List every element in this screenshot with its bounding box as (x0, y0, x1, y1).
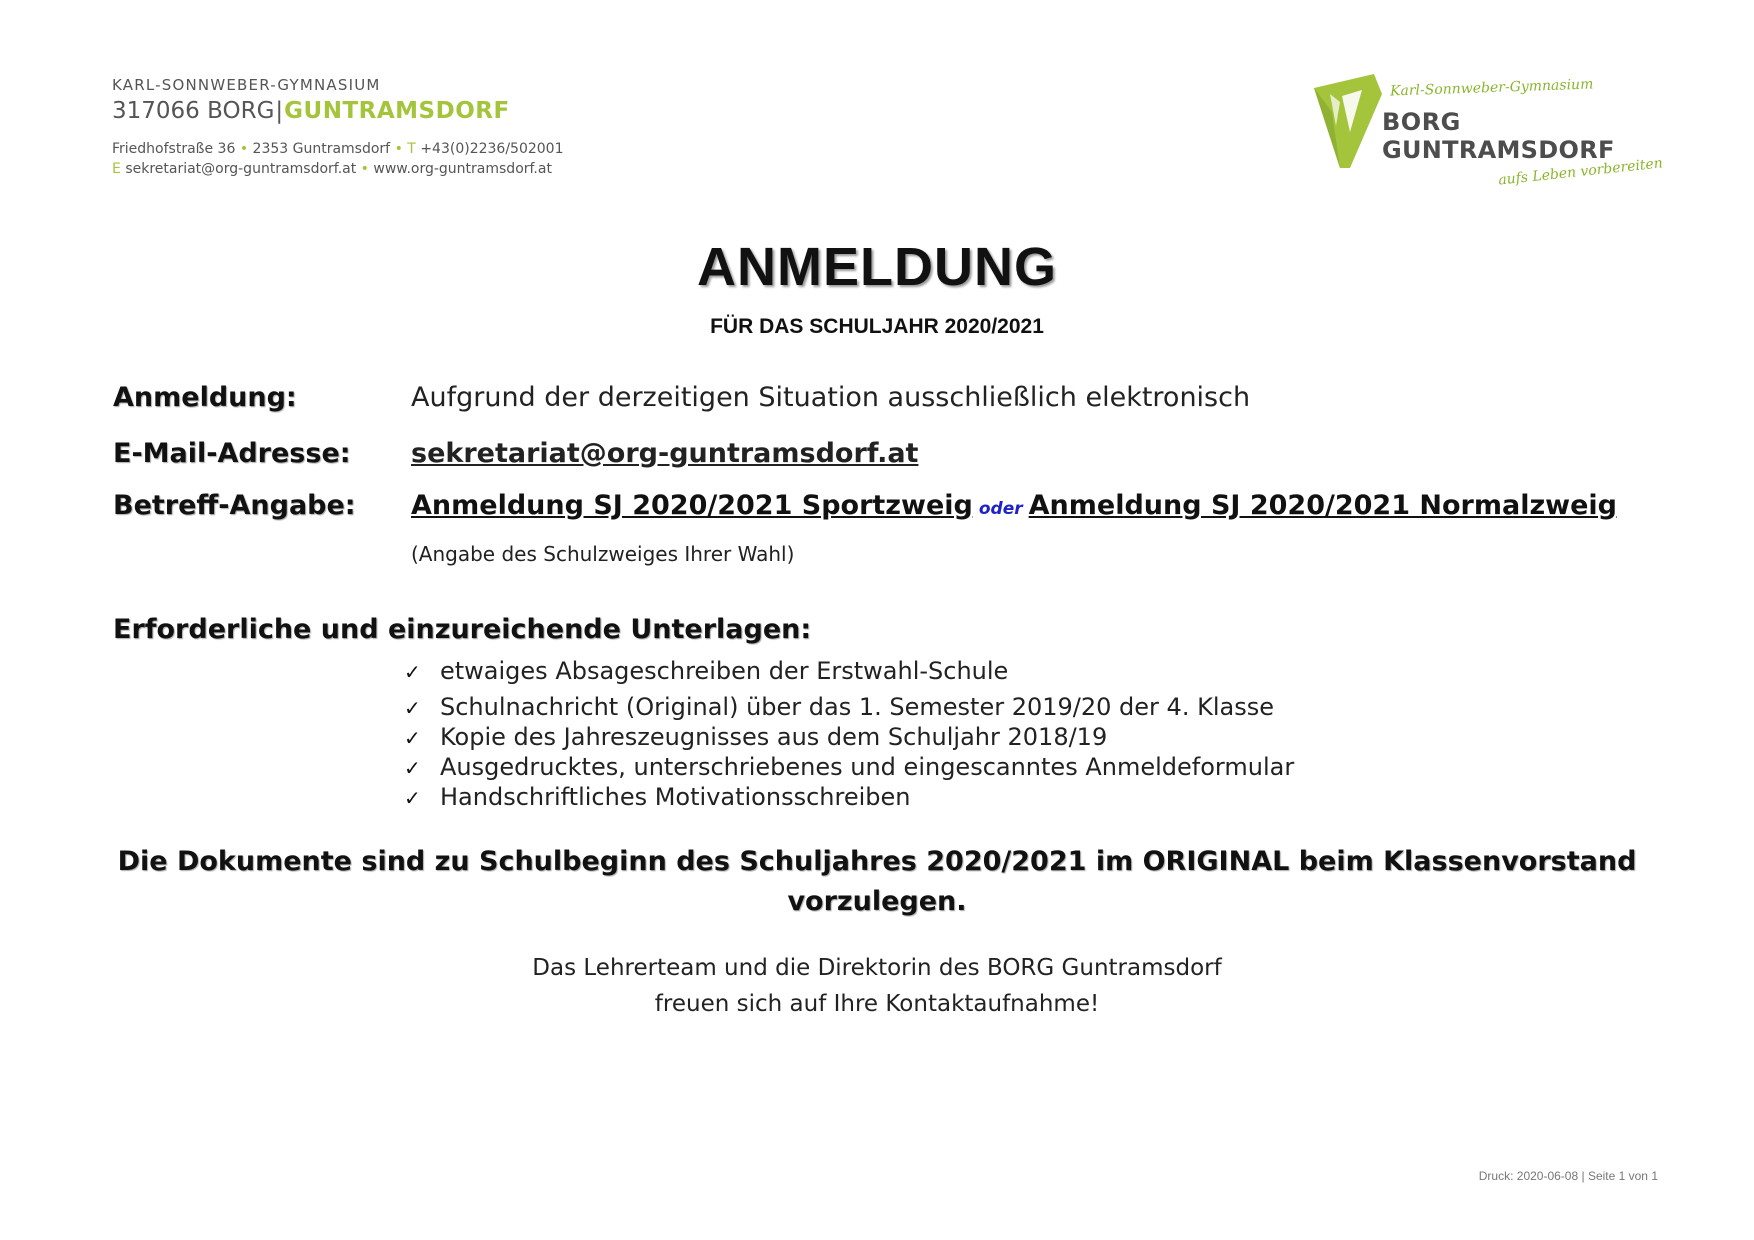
letterhead-website[interactable]: www.org-guntramsdorf.at (373, 161, 552, 177)
check-icon: ✓ (404, 726, 421, 750)
letterhead-school-town: GUNTRAMSDORF (284, 98, 510, 124)
list-item-text: etwaiges Absageschreiben der Erstwahl-Schule (440, 657, 1009, 685)
letterhead-phone: +43(0)2236/502001 (420, 141, 564, 157)
anmeldung-value: Aufgrund der derzeitigen Situation ausschließlich elektronisch (411, 382, 1251, 413)
page-subtitle: FÜR DAS SCHULJAHR 2020/2021 (710, 315, 1044, 338)
betreff-value (411, 490, 1617, 521)
check-icon: ✓ (404, 696, 421, 720)
list-item (404, 722, 1107, 752)
logo-slogan: aufs Leben vorbereiten (1497, 155, 1664, 189)
list-item-text: Schulnachricht (Original) über das 1. Semester 2019/20 der 4. Klasse (440, 693, 1274, 721)
letterhead (112, 76, 672, 179)
letterhead-postal: 2353 Guntramsdorf (252, 141, 391, 157)
page-title: ANMELDUNG (697, 237, 1057, 297)
letterhead-contact-line (112, 159, 672, 179)
betreff-or: oder (978, 499, 1023, 519)
anmeldung-label: Anmeldung: (113, 382, 297, 413)
print-footer: Druck: 2020-06-08 | Seite 1 von 1 (1478, 1169, 1658, 1183)
letterhead-school-number: 317066 BORG (112, 98, 275, 124)
logo-line-guntramsdorf: GUNTRAMSDORF (1382, 136, 1615, 164)
list-item (404, 782, 910, 812)
email-label: E-Mail-Adresse: (113, 438, 351, 469)
check-icon: ✓ (404, 786, 421, 810)
closing-text (0, 950, 1754, 1022)
closing-line-1: Das Lehrerteam und die Direktorin des BORG Guntramsdorf (532, 955, 1222, 981)
letterhead-address-line (112, 139, 672, 159)
check-icon: ✓ (404, 756, 421, 780)
betreff-label: Betreff-Angabe: (113, 490, 356, 521)
letterhead-separator: | (275, 98, 284, 124)
letterhead-bullet-1: • (239, 141, 249, 157)
list-item (404, 692, 1274, 722)
documents-heading: Erforderliche und einzureichende Unterlagen: (113, 614, 812, 645)
betreff-option-sportzweig: Anmeldung SJ 2020/2021 Sportzweig (411, 490, 973, 521)
notice-line-1: Die Dokumente sind zu Schulbeginn des Schuljahres 2020/2021 im ORIGINAL beim Klassenvorstand (117, 846, 1637, 877)
list-item (404, 656, 1008, 686)
letterhead-email-prefix: E (112, 161, 121, 177)
check-icon: ✓ (404, 660, 421, 684)
betreff-note: (Angabe des Schulzweiges Ihrer Wahl) (411, 542, 795, 566)
list-item-text: Handschriftliches Motivationsschreiben (440, 783, 911, 811)
letterhead-address: Friedhofstraße 36 (112, 141, 236, 157)
logo-line-borg: BORG (1382, 108, 1461, 136)
letterhead-phone-prefix: T (407, 141, 416, 157)
list-item-text: Ausgedrucktes, unterschriebenes und eingescanntes Anmeldeformular (440, 753, 1295, 781)
letterhead-bullet-3: • (360, 161, 369, 177)
original-documents-notice (0, 842, 1754, 922)
logo-mark-icon (1310, 72, 1390, 172)
letterhead-bullet-2: • (394, 141, 403, 157)
closing-line-2: freuen sich auf Ihre Kontaktaufnahme! (654, 991, 1100, 1017)
notice-line-2: vorzulegen. (787, 886, 967, 917)
letterhead-gymnasium: KARL-SONNWEBER-GYMNASIUM (112, 76, 381, 94)
list-item-text: Kopie des Jahreszeugnisses aus dem Schuljahr 2018/19 (440, 723, 1108, 751)
logo-script-top: Karl-Sonnweber-Gymnasium (1389, 76, 1594, 100)
email-link[interactable]: sekretariat@org-guntramsdorf.at (411, 438, 919, 469)
list-item (404, 752, 1294, 782)
letterhead-email[interactable]: sekretariat@org-guntramsdorf.at (125, 161, 357, 177)
letterhead-school (112, 96, 672, 126)
betreff-option-normalzweig: Anmeldung SJ 2020/2021 Normalzweig (1028, 490, 1618, 521)
school-logo (1310, 72, 1664, 202)
